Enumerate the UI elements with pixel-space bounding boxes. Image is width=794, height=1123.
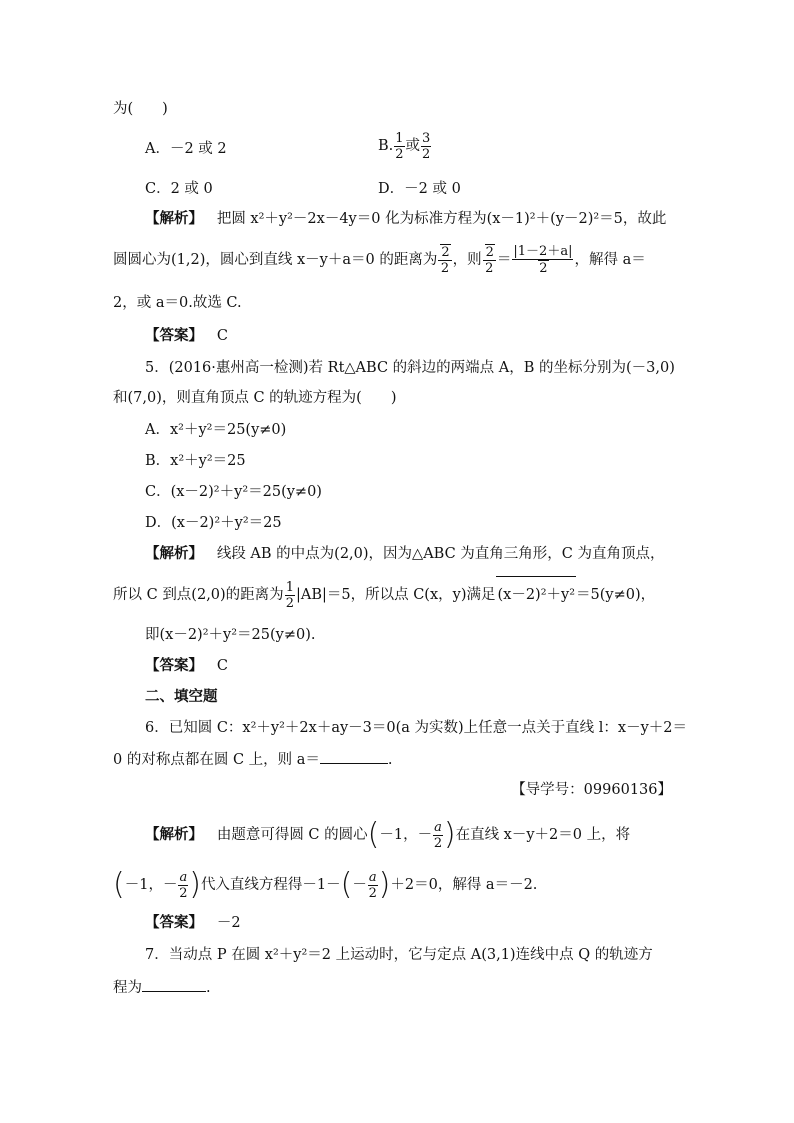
fraction-1-2: $\frac{1}{2}$ (285, 579, 294, 611)
answer-tag: 【答案】 (145, 914, 203, 931)
q7-stem-line-2: 程为 . (113, 977, 211, 998)
fraction-sqrt2-over-2: $\frac{2}{2}$ (483, 244, 496, 276)
q6-stem-line-1: 6．已知圆 C：x²＋y²＋2x＋ay－3＝0(a 为实数)上任意一点关于直线 l：x－y＋2＝ (145, 720, 688, 736)
q7-stem-line-1: 7．当动点 P 在圆 x²＋y²＝2 上运动时，它与定点 A(3,1)连线中点 Q 的轨迹方 (145, 947, 653, 963)
q5-analysis-line-1: 【解析】 线段 AB 的中点为(2,0)，因为△ABC 为直角三角形，C 为直角顶点， (145, 545, 665, 562)
q5-option-c: C．(x－2)²＋y²＝25(y≠0) (145, 484, 322, 500)
analysis-tag: 【解析】 (145, 826, 203, 843)
q4-option-c: C．2 或 0 (145, 181, 213, 197)
section-title: 二、填空题 (145, 688, 218, 705)
q5-stem-line-2: 和(7,0)，则直角顶点 C 的轨迹方程为( ) (113, 390, 397, 406)
analysis-tag: 【解析】 (145, 210, 203, 227)
analysis-tag: 【解析】 (145, 545, 203, 562)
q6-stem-line-2: 0 的对称点都在圆 C 上，则 a＝ . (113, 749, 393, 770)
q5-answer: 【答案】 C (145, 657, 228, 674)
q5-stem-line-1: 5．(2016·惠州高一检测)若 Rt△ABC 的斜边的两端点 A，B 的坐标分别为(－3,0) (145, 360, 675, 376)
answer-blank (320, 749, 388, 764)
fraction-a-2: $\frac{a}{2}$ (433, 819, 443, 851)
q5-option-a: A．x²＋y²＝25(y≠0) (145, 422, 287, 438)
q4-analysis-line-3: 2，或 a＝0.故选 C. (113, 295, 242, 311)
fraction-a-2: $\frac{a}{2}$ (179, 869, 188, 901)
sqrt-expression: (x－2)²＋y² (496, 576, 576, 613)
q6-answer: 【答案】 －2 (145, 914, 241, 931)
q4-analysis-line-2: 圆圆心为(1,2)，圆心到直线 x－y＋a＝0 的距离为 $\frac{2}{2}$ ，则 $\frac{2}{2}$ ＝ $\frac{|1-2+a|}{2}$ ，解得 a＝ (113, 244, 646, 276)
q4-option-d: D．－2 或 0 (378, 181, 461, 197)
q4-answer: 【答案】 C (145, 327, 228, 344)
fraction-3-2: $\frac{3}{2}$ (422, 130, 431, 162)
q4-option-a: A．－2 或 2 (145, 141, 227, 157)
answer-tag: 【答案】 (145, 327, 203, 344)
q4-analysis-line-1: 【解析】 把圆 x²＋y²－2x－4y＝0 化为标准方程为(x－1)²＋(y－2)²＝5，故此 (145, 210, 667, 227)
q4-stem-tail: 为( ) (113, 101, 168, 117)
q5-analysis-line-3: 即(x－2)²＋y²＝25(y≠0). (145, 627, 316, 643)
fraction-a-2: $\frac{a}{2}$ (368, 869, 377, 901)
q5-analysis-line-2: 所以 C 到点(2,0)的距离为 $\frac{1}{2}$ |AB|＝5，所以点 C(x，y)满足 (x－2)²＋y²＝5(y≠0)， (113, 576, 655, 613)
q6-analysis-line-2: (－1，－ $\frac{a}{2}$ )代入直线方程得－1－(－ $\frac{a}{2}$ )＋2＝0，解得 a＝－2. (113, 867, 538, 902)
q5-option-b: B．x²＋y²＝25 (145, 453, 246, 469)
q5-option-d: D．(x－2)²＋y²＝25 (145, 515, 282, 531)
q6-analysis-line-1: 【解析】 由题意可得圆 C 的圆心(－1，－ $\frac{a}{2}$ )在直线 x－y＋2＝0 上，将 (145, 817, 631, 852)
q4-option-b: B. $\frac{1}{2}$ 或 $\frac{3}{2}$ (378, 130, 431, 162)
q6-question-code: 【导学号：09960136】 (511, 782, 672, 798)
fraction-1-2: $\frac{1}{2}$ (395, 130, 404, 162)
answer-blank (142, 977, 206, 992)
answer-tag: 【答案】 (145, 657, 203, 674)
fraction-abs-over-sqrt2: $\frac{|1-2+a|}{2}$ (513, 244, 573, 276)
fraction-sqrt2-over-2: $\frac{2}{2}$ (438, 244, 451, 276)
